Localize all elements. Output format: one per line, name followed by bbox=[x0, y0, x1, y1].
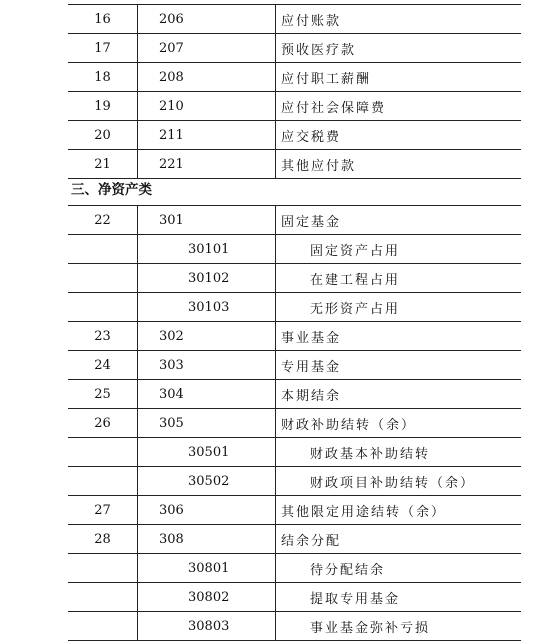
table-row bbox=[68, 92, 521, 121]
table-row bbox=[68, 264, 521, 293]
row-number bbox=[68, 467, 138, 496]
account-code: 305 bbox=[138, 409, 276, 438]
row-number: 27 bbox=[68, 496, 138, 525]
account-name: 财政项目补助结转（余） bbox=[276, 467, 522, 496]
account-name: 无形资产占用 bbox=[276, 293, 522, 322]
account-name: 应付社会保障费 bbox=[276, 92, 522, 121]
account-name: 固定资产占用 bbox=[276, 235, 522, 264]
account-name: 其他应付款 bbox=[276, 150, 522, 179]
account-name: 预收医疗款 bbox=[276, 34, 522, 63]
account-code: 207 bbox=[138, 34, 276, 63]
table-row bbox=[68, 409, 521, 438]
row-number: 19 bbox=[68, 92, 138, 121]
account-code: 301 bbox=[138, 206, 276, 235]
account-name: 本期结余 bbox=[276, 380, 522, 409]
row-number: 28 bbox=[68, 525, 138, 554]
table-row bbox=[68, 583, 521, 612]
row-number: 17 bbox=[68, 34, 138, 63]
account-code: 304 bbox=[138, 380, 276, 409]
account-code: 30102 bbox=[138, 264, 276, 293]
account-name: 事业基金弥补亏损 bbox=[276, 612, 522, 641]
table-row bbox=[68, 293, 521, 322]
account-code: 306 bbox=[138, 496, 276, 525]
table-row bbox=[68, 467, 521, 496]
row-number: 22 bbox=[68, 206, 138, 235]
table-row bbox=[68, 351, 521, 380]
table-row bbox=[68, 5, 521, 34]
account-code: 303 bbox=[138, 351, 276, 380]
row-number: 25 bbox=[68, 380, 138, 409]
account-code: 30802 bbox=[138, 583, 276, 612]
account-name: 提取专用基金 bbox=[276, 583, 522, 612]
account-name: 应交税费 bbox=[276, 121, 522, 150]
account-name: 结余分配 bbox=[276, 525, 522, 554]
row-number bbox=[68, 583, 138, 612]
table-row bbox=[68, 63, 521, 92]
row-number: 24 bbox=[68, 351, 138, 380]
row-number: 23 bbox=[68, 322, 138, 351]
account-name: 待分配结余 bbox=[276, 554, 522, 583]
table-row bbox=[68, 554, 521, 583]
account-name: 事业基金 bbox=[276, 322, 522, 351]
table-row bbox=[68, 438, 521, 467]
section-heading: 三、净资产类 bbox=[71, 182, 152, 198]
row-number: 18 bbox=[68, 63, 138, 92]
row-number bbox=[68, 554, 138, 583]
net-assets-accounts-table bbox=[68, 205, 521, 641]
row-number bbox=[68, 438, 138, 467]
table-row bbox=[68, 612, 521, 641]
account-code: 221 bbox=[138, 150, 276, 179]
table-row bbox=[68, 525, 521, 554]
liabilities-accounts-table bbox=[68, 4, 521, 179]
account-code: 30803 bbox=[138, 612, 276, 641]
account-code: 302 bbox=[138, 322, 276, 351]
account-name: 在建工程占用 bbox=[276, 264, 522, 293]
table-row bbox=[68, 34, 521, 63]
table-row bbox=[68, 322, 521, 351]
table-row bbox=[68, 380, 521, 409]
row-number: 20 bbox=[68, 121, 138, 150]
account-name: 财政基本补助结转 bbox=[276, 438, 522, 467]
account-code: 210 bbox=[138, 92, 276, 121]
row-number bbox=[68, 235, 138, 264]
account-name: 固定基金 bbox=[276, 206, 522, 235]
row-number: 21 bbox=[68, 150, 138, 179]
account-code: 208 bbox=[138, 63, 276, 92]
account-code: 30501 bbox=[138, 438, 276, 467]
account-code: 30101 bbox=[138, 235, 276, 264]
account-name: 其他限定用途结转（余） bbox=[276, 496, 522, 525]
account-code: 308 bbox=[138, 525, 276, 554]
account-name: 财政补助结转（余） bbox=[276, 409, 522, 438]
table-row bbox=[68, 150, 521, 179]
account-code: 30801 bbox=[138, 554, 276, 583]
row-number bbox=[68, 293, 138, 322]
account-name: 应付账款 bbox=[276, 5, 522, 34]
account-code: 206 bbox=[138, 5, 276, 34]
account-code: 211 bbox=[138, 121, 276, 150]
table-row bbox=[68, 496, 521, 525]
row-number: 16 bbox=[68, 5, 138, 34]
table-row bbox=[68, 206, 521, 235]
table-row bbox=[68, 235, 521, 264]
account-name: 应付职工薪酬 bbox=[276, 63, 522, 92]
row-number bbox=[68, 264, 138, 293]
account-code: 30502 bbox=[138, 467, 276, 496]
row-number bbox=[68, 612, 138, 641]
account-code: 30103 bbox=[138, 293, 276, 322]
account-name: 专用基金 bbox=[276, 351, 522, 380]
row-number: 26 bbox=[68, 409, 138, 438]
table-row bbox=[68, 121, 521, 150]
